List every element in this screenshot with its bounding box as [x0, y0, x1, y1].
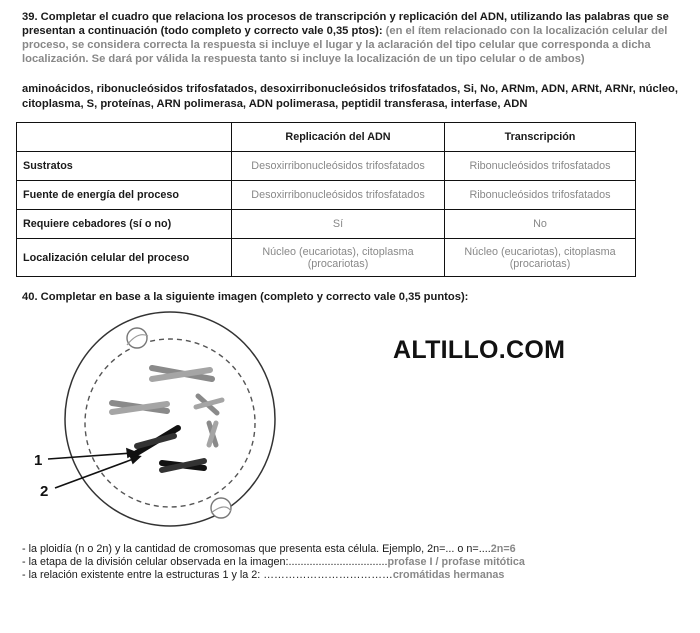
answer-cell: Desoxirribonucleósidos trifosfatados	[232, 181, 445, 210]
answer-cell: Desoxirribonucleósidos trifosfatados	[232, 152, 445, 181]
table-header-empty	[17, 123, 232, 152]
question-39-note: (en el ítem relacionado con la localización celular del proceso, se considera correcta la respuesta si incluye el lugar y la aclaración del tipo celular que corresponda a dicha localización. Se dará por válida la respuesta tanto si incluye la localización de un tipo celular o de ambos)	[22, 25, 668, 65]
table-row	[17, 239, 636, 277]
item-answer: cromátidas hermanas	[392, 569, 505, 581]
nuclear-envelope	[85, 339, 255, 507]
item-text: - la ploidía (n o 2n) y la cantidad de cromosomas que presenta esta célula. Ejemplo, 2n=... o n=....	[22, 543, 491, 555]
cell-membrane	[65, 312, 275, 526]
answer-cell: Núcleo (eucariotas), citoplasma (procariotas)	[232, 239, 445, 277]
centrosome-bottom	[211, 498, 231, 518]
table-row	[17, 152, 636, 181]
item-text: - la etapa de la división celular observada en la imagen:.................................	[22, 556, 388, 568]
chromosome-dark-1	[135, 428, 178, 454]
arrow-2	[55, 455, 140, 488]
centrosome-top	[127, 328, 148, 348]
word-bank: aminoácidos, ribonucleósidos trifosfatados, desoxirribonucleósidos trifosfatados, Si, No, ARNm, ADN, ARNt, ARNr, núcleo, citoplasma, S, proteínas, ARN polimerasa, ADN polimerasa, peptidil transferasa, interfase, ADN	[22, 83, 679, 110]
chromosome-dark-2	[162, 461, 204, 470]
chromosome-gray-3	[196, 396, 222, 413]
table-row	[17, 210, 636, 239]
question-40-items	[22, 543, 525, 582]
table-row	[17, 181, 636, 210]
answer-cell: Núcleo (eucariotas), citoplasma (procariotas)	[445, 239, 636, 277]
chromosome-gray-4	[209, 423, 216, 445]
structure-label-2: 2	[40, 483, 49, 500]
item-answer: profase I / profase mitótica	[387, 556, 525, 568]
answer-cell: Ribonucleósidos trifosfatados	[445, 152, 636, 181]
chromosome-gray-2	[112, 403, 167, 412]
question-39	[22, 10, 682, 66]
answer-cell: Ribonucleósidos trifosfatados	[445, 181, 636, 210]
item-answer: 2n=6	[490, 543, 516, 555]
table-header-row	[17, 123, 636, 152]
cell-division-image	[20, 305, 290, 543]
row-label: Localización celular del proceso	[17, 239, 232, 277]
row-label: Fuente de energía del proceso	[17, 181, 232, 210]
comparison-table	[16, 122, 636, 277]
list-item	[22, 543, 525, 556]
chromosome-gray-1	[152, 368, 212, 379]
list-item	[22, 556, 525, 569]
question-40-prompt: 40. Completar en base a la siguiente imagen (completo y correcto vale 0,35 puntos):	[22, 291, 469, 303]
question-39-prompt: 39. Completar el cuadro que relaciona los procesos de transcripción y replicación del ADN, utilizando las palabras que se presentan a continuación (todo completo y correcto vale 0,35 ptos):	[22, 11, 669, 37]
structure-label-1: 1	[34, 452, 43, 469]
item-text: - la relación existente entre la estructuras 1 y la 2: ………………………………	[22, 569, 393, 581]
table-header-replicacion: Replicación del ADN	[232, 123, 445, 152]
watermark: ALTILLO.COM	[393, 336, 566, 364]
row-label: Requiere cebadores (sí o no)	[17, 210, 232, 239]
list-item	[22, 569, 525, 582]
row-label: Sustratos	[17, 152, 232, 181]
table-header-transcripcion: Transcripción	[445, 123, 636, 152]
answer-cell: Sí	[232, 210, 445, 239]
answer-cell: No	[445, 210, 636, 239]
